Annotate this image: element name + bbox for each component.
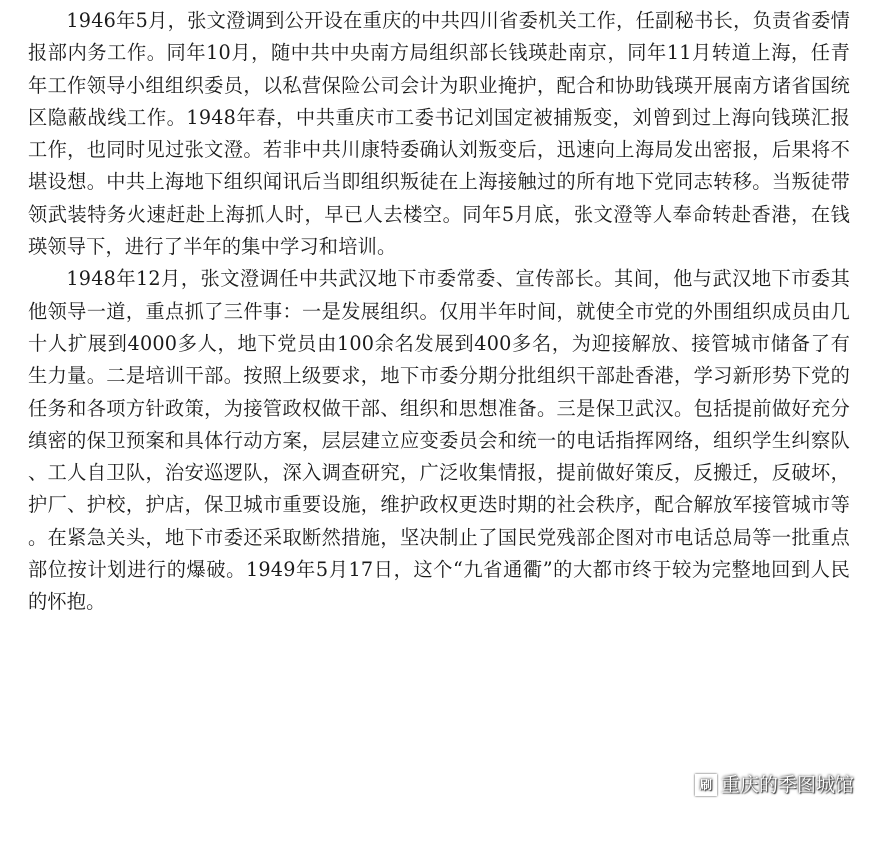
paragraph-1948: 1948年12月，张文澄调任中共武汉地下市委常委、宣传部长。其间，他与武汉地下市委其他领导一道，重点抓了三件事：一是发展组织。仅用半年时间，就使全市党的外围组织成员由几十人扩展到4000多人，地下党员由100余名发展到400多名，为迎接解放、接管城市储备了有生力量。二是培训干部。按照上级要求，地下市委分期分批组织干部赴香港，学习新形势下党的任务和各项方针政策，为接管政权做干部、组织和思想准备。三是保卫武汉。包括提前做好充分缜密的保卫预案和具体行动方案，层层建立应变委员会和统一的电话指挥网络，组织学生纠察队、工人自卫队，治安巡逻队，深入调查研究，广泛收集情报，提前做好策反，反搬迁，反破坏，护厂、护校，护店，保卫城市重要设施，维护政权更迭时期的社会秩序，配合解放军接管城市等。在紧急关头，地下市委还采取断然措施，坚决制止了国民党残部企图对市电话总局等一批重点部位按计划进行的爆破。1949年5月17日，这个“九省通衢”的大都市终于较为完整地回到人民的怀抱。 — [28, 267, 850, 614]
paragraph-1946: 1946年5月，张文澄调到公开设在重庆的中共四川省委机关工作，任副秘书长，负责省委情报部内务工作。同年10月，随中共中央南方局组织部长钱瑛赴南京，同年11月转道上海，任青年工作领导小组组织委员，以私营保险公司会计为职业掩护，配合和协助钱瑛开展南方诸省国统区隐蔽战线工作。1948年春，中共重庆市工委书记刘国定被捕叛变，刘曾到过上海向钱瑛汇报工作，也同时见过张文澄。若非中共川康特委确认刘叛变后，迅速向上海局发出密报，后果将不堪设想。中共上海地下组织闻讯后当即组织叛徒在上海接触过的所有地下党同志转移。当叛徒带领武装特务火速赶赴上海抓人时，早已人去楼空。同年5月底，张文澄等人奉命转赴香港，在钱瑛领导下，进行了半年的集中学习和培训。 — [28, 9, 850, 259]
watermark-logo-icon: 刷 — [695, 774, 717, 796]
watermark-text: 重庆的季图城馆 — [720, 774, 854, 796]
